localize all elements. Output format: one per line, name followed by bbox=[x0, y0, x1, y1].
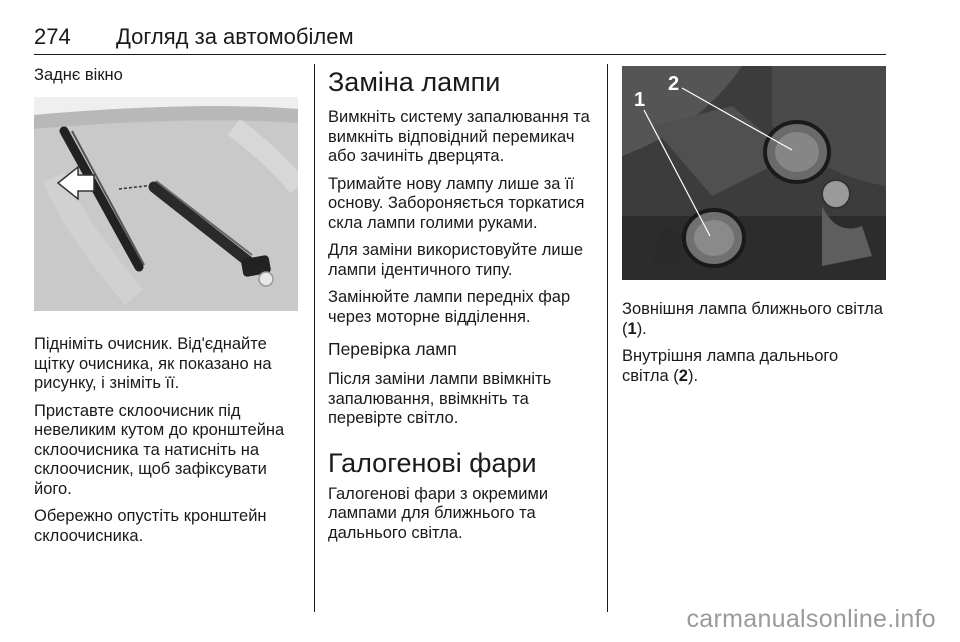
callout-1: 1 bbox=[634, 89, 646, 111]
heading-halogen-headlights: Галогенові фари bbox=[328, 447, 537, 478]
item-1-text: Зовнішня лампа ближнього світла ( bbox=[622, 300, 883, 338]
middle-paragraph-2: Тримайте нову лампу лише за її основу. Забороняється торкатися скла лампи голими руками. bbox=[328, 174, 585, 232]
right-column bbox=[622, 66, 888, 394]
middle-paragraph-1: Вимкніть систему запалювання та вимкніть відповідний перемикач або зачиніть дверцята. bbox=[328, 108, 590, 165]
callout-2: 2 bbox=[668, 73, 680, 95]
middle-sub-paragraph: Після заміни лампи ввімкніть запалювання, ввімкніть та перевірте світло. bbox=[328, 370, 552, 427]
subheading-bulb-check: Перевірка ламп bbox=[328, 339, 457, 359]
page-header bbox=[34, 14, 886, 55]
left-paragraph-3: Обережно опустіть кронштейн склоочисника. bbox=[34, 507, 267, 545]
right-item-1 bbox=[622, 300, 888, 339]
headlight-bulbs-photo bbox=[622, 66, 886, 280]
item-2-text: Внутрішня лампа дальнього світла ( bbox=[622, 347, 839, 385]
left-column bbox=[34, 66, 298, 554]
heading-bulb-replacement: Заміна лампи bbox=[328, 67, 501, 97]
item-1-number: 1 bbox=[627, 319, 637, 338]
middle-halogen-paragraph: Галогенові фари з окремими лампами для ближнього та дальнього світла. bbox=[328, 484, 549, 542]
watermark: carmanualsonline.info bbox=[686, 605, 936, 633]
middle-column bbox=[328, 66, 590, 551]
middle-paragraph-3: Для заміни використовуйте лише лампи ідентичного типу. bbox=[328, 241, 584, 279]
page-title: Догляд за автомобілем bbox=[116, 24, 354, 49]
item-1-end: ). bbox=[636, 319, 647, 338]
item-2-number: 2 bbox=[678, 366, 688, 385]
left-paragraph-2: Приставте склоочисник під невеликим кутом до кронштейна склоочисника та натисніть на склоочисник, щоб зафіксувати його. bbox=[34, 401, 285, 498]
column-divider bbox=[607, 64, 608, 612]
middle-paragraph-4: Замінюйте лампи передніх фар через моторне відділення. bbox=[328, 288, 571, 326]
page-number: 274 bbox=[34, 24, 71, 49]
column-divider bbox=[314, 64, 315, 612]
item-2-end: ). bbox=[687, 366, 699, 385]
section-title-rear-window: Заднє вікно bbox=[34, 66, 123, 84]
right-item-2 bbox=[622, 347, 888, 386]
wiper-illustration bbox=[34, 97, 298, 311]
left-paragraph-1: Підніміть очисник. Від'єднайте щітку очисника, як показано на рисунку, і зніміть її. bbox=[34, 335, 272, 392]
